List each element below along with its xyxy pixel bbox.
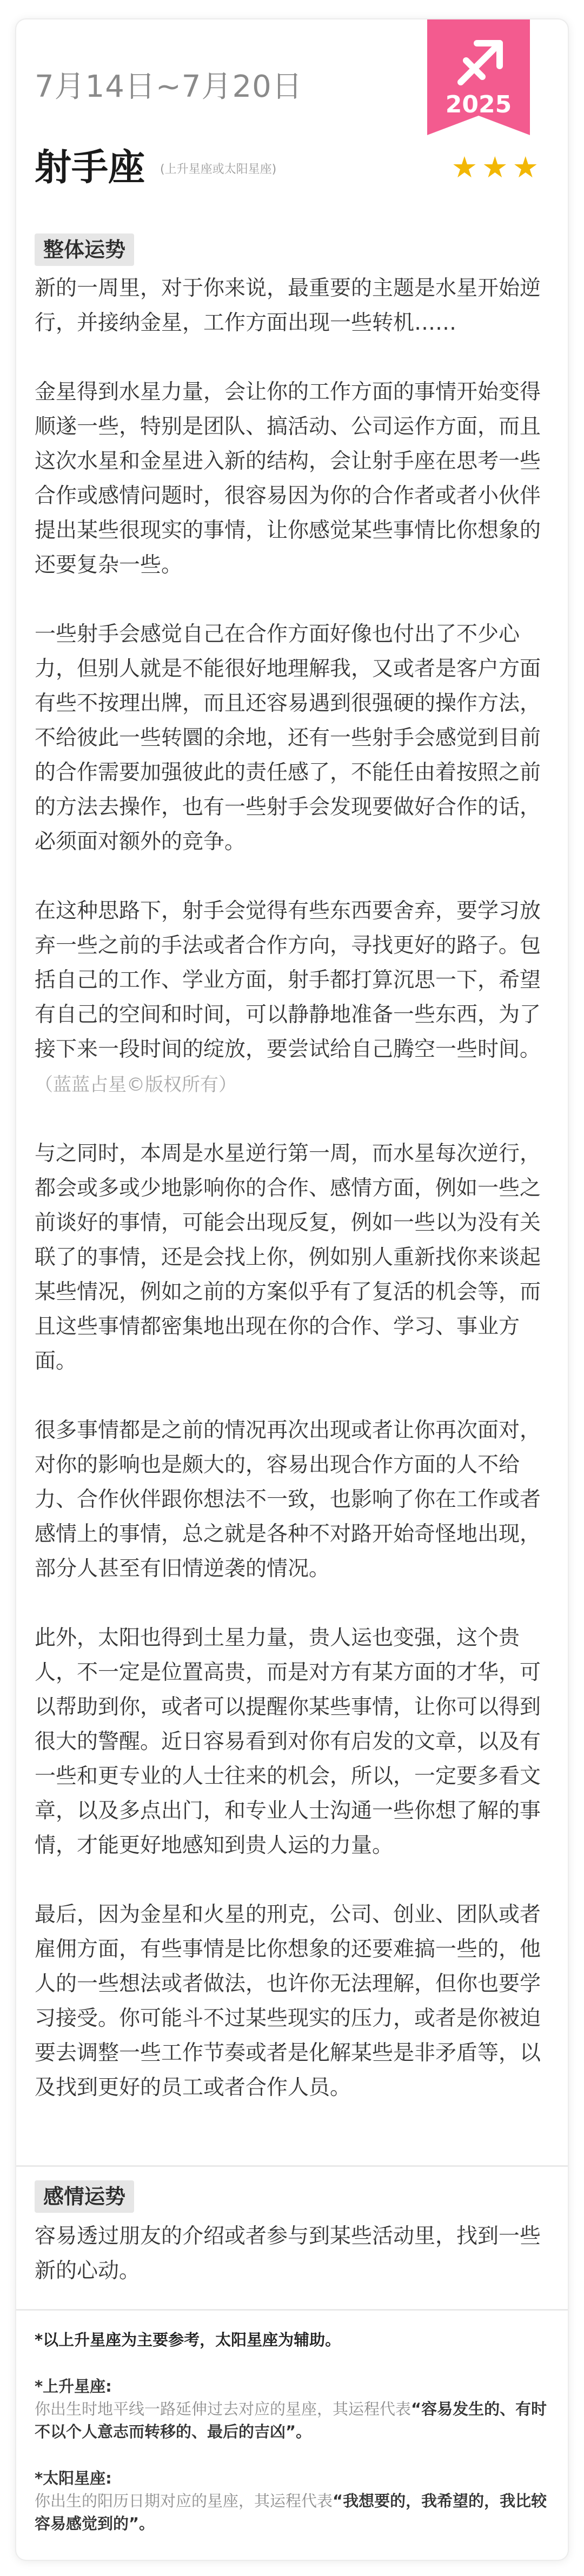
sign-title: 射手座 <box>35 146 145 189</box>
overall-paragraph-4 <box>35 894 551 1102</box>
sun-explanation <box>35 2490 551 2535</box>
sun-quote: “我想要的，我希望的，我比较容易感觉到的”。 <box>35 2492 547 2533</box>
love-fortune-tag: 感情运势 <box>35 2180 134 2213</box>
rising-desc: 你出生时地平线一路延伸过去对应的星座，其运程代表 <box>35 2400 412 2418</box>
overall-paragraph-6: 很多事情都是之前的情况再次出现或者让你再次面对，对你的影响也是颇大的，容易出现合作方面的人不给力、合作伙伴跟你想法不一致，也影响了你在工作或者感情上的事情，总之就是各种不对路开始奇怪地出现，部分人甚至有旧情逆袭的情况。 <box>35 1418 541 1581</box>
overall-paragraph-2: 金星得到水星力量，会让你的工作方面的事情开始变得顺遂一些，特别是团队、搞活动、公司运作方面，而且这次水星和金星进入新的结构，会让射手座在思考一些合作或感情问题时，很容易因为你的合作者或者小伙伴提出某些很现实的事情，让你感觉某些事情比你想象的还要复杂一些。 <box>35 380 541 577</box>
overall-fortune-tag: 整体运势 <box>35 233 134 266</box>
notes-divider <box>16 2309 568 2311</box>
notes-main: *以上升星座为主要参考，太阳星座为辅助。 <box>35 2331 341 2349</box>
love-fortune-text <box>35 2219 551 2288</box>
overall-fortune-text <box>35 271 551 2140</box>
horoscope-card <box>16 19 568 2560</box>
rising-explanation <box>35 2398 551 2443</box>
section-divider <box>16 2165 568 2167</box>
love-paragraph: 容易透过朋友的介绍或者参与到某些活动里，找到一些新的心动。 <box>35 2224 541 2283</box>
overall-paragraph-4-text: 在这种思路下，射手会觉得有些东西要舍弃，要学习放弃一些之前的手法或者合作方向，寻找更好的路子。包括自己的工作、学业方面，射手都打算沉思一下，希望有自己的空间和时间，可以静静地准备一些东西，为了接下来一段时间的绽放，要尝试给自己腾空一些时间。 <box>35 899 541 1062</box>
overall-paragraph-5: 与之同时，本周是水星逆行第一周，而水星每次逆行，都会或多或少地影响你的合作、感情方面，例如一些之前谈好的事情，可能会出现反复，例如一些以为没有关联了的事情，还是会找上你，例如别人重新找你来谈起某些情况，例如之前的方案似乎有了复活的机会等，而且这些事情都密集地出现在你的合作、学习、事业方面。 <box>35 1142 541 1373</box>
badge-year: 2025 <box>445 91 512 118</box>
sun-desc: 你出生的阳历日期对应的星座，其运程代表 <box>35 2492 333 2510</box>
rising-label: *上升星座: <box>35 2377 112 2395</box>
overall-paragraph-8: 最后，因为金星和火星的刑克，公司、创业、团队或者雇佣方面，有些事情是比你想象的还要难搞一些的，他人的一些想法或者做法，也许你无法理解，但你也要学习接受。你可能斗不过某些现实的压力，或者是你被迫要去调整一些工作节奏或者是化解某些是非矛盾等，以及找到更好的员工或者合作人员。 <box>35 1903 541 2100</box>
year-badge <box>427 19 530 141</box>
notes-block <box>35 2328 551 2535</box>
overall-paragraph-3: 一些射手会感觉自己在合作方面好像也付出了不少心力，但别人就是不能很好地理解我，又或者是客户方面有些不按理出牌，而且还容易遇到很强硬的操作方法，不给彼此一些转圜的余地，还有一些射手会感觉到目前的合作需要加强彼此的责任感了，不能任由着按照之前的方法去操作，也有一些射手会发现要做好合作的话，必须面对额外的竞争。 <box>35 622 541 854</box>
overall-paragraph-1: 新的一周里，对于你来说，最重要的主题是水星开始逆行，并接纳金星，工作方面出现一些转机…… <box>35 276 541 335</box>
sun-label: *太阳星座: <box>35 2469 112 2487</box>
date-range: 7月14日~7月20日 <box>35 69 303 104</box>
badge-ribbon-icon <box>427 19 530 141</box>
star-rating: ★★★ <box>451 150 543 184</box>
overall-paragraph-7: 此外，太阳也得到土星力量，贵人运也变强，这个贵人，不一定是位置高贵，而是对方有某方面的才华，可以帮助到你，或者可以提醒你某些事情，让你可以得到很大的警醒。近日容易看到对你有启发的文章，以及有一些和更专业的人士往来的机会，所以，一定要多看文章，以及多点出门，和专业人士沟通一些你想了解的事情，才能更好地感知到贵人运的力量。 <box>35 1626 541 1858</box>
rising-quote: “容易发生的、有时不以个人意志而转移的、最后的吉凶”。 <box>35 2400 547 2441</box>
sign-subtitle: (上升星座或太阳星座) <box>160 163 277 176</box>
copyright-note: （蓝蓝占星©版权所有） <box>35 1074 237 1096</box>
sign-title-row <box>35 138 548 192</box>
